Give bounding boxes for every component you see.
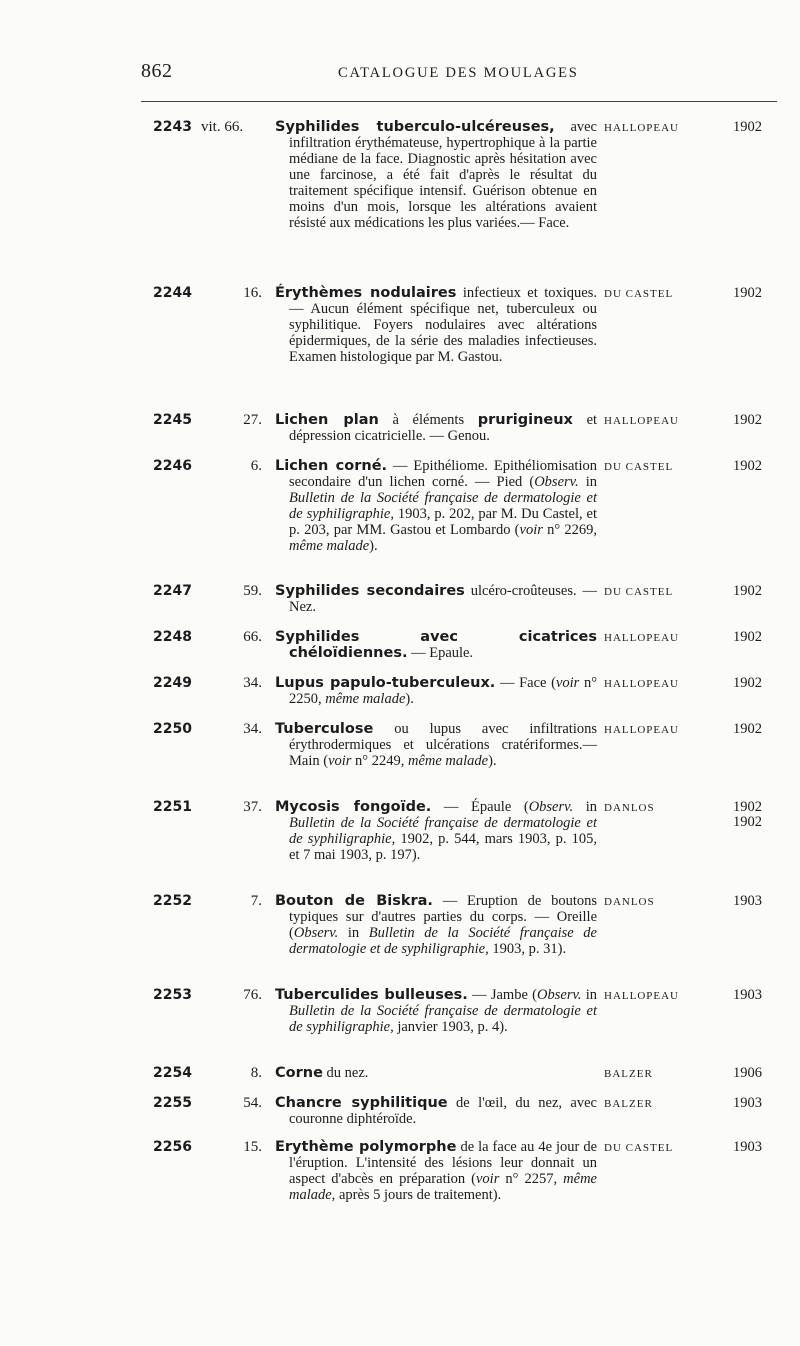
entry-desc-italic: même malade — [407, 753, 489, 769]
entry-desc-italic: Bulletin de la Société française de dermatologie et de syphiligraphie, — [289, 1003, 597, 1035]
entry-year: 1903 — [733, 1095, 762, 1111]
entry-desc: ). — [405, 691, 414, 707]
entry-desc: — Epaule. — [411, 645, 474, 661]
entry-desc-italic: voir — [328, 753, 352, 769]
entry-desc: n° 2250, — [289, 675, 597, 707]
entry-reference: 6. — [250, 458, 262, 474]
entry-desc-italic: Observ. — [528, 799, 574, 815]
entry-number: 2254 — [153, 1065, 192, 1081]
entry-desc: in — [578, 474, 597, 490]
entry-number: 2252 — [153, 893, 192, 909]
entry-reference: 66. — [243, 629, 262, 645]
entry-number: 2256 — [153, 1139, 192, 1155]
page-number: 862 — [141, 60, 173, 82]
entry-desc: in — [581, 987, 598, 1003]
entry-number: 2251 — [153, 799, 192, 815]
entry-description — [275, 721, 597, 769]
entry-number: 2248 — [153, 629, 192, 645]
entry-year: 1906 — [733, 1065, 762, 1081]
entry-desc-italic: Bulletin de la Société française de dermatologie et de syphiligraphie, — [289, 815, 597, 847]
entry-author: DANLOS — [604, 896, 655, 908]
entry-reference: 27. — [243, 412, 262, 428]
catalogue-entry — [0, 285, 800, 412]
entry-desc: 1903, p. 31). — [488, 941, 567, 957]
entry-desc: — Face ( — [499, 675, 556, 691]
entry-year: 1903 — [733, 1139, 762, 1155]
entry-description — [275, 987, 598, 1035]
entry-desc: avec infiltration érythémateuse, hypertrophique à la partie médiane de la face. Diagnostic après hésitation avec une farcinose, a été fait d'après le résultat du traitement spécifique intensif. Guérison obtenue en moins d'un mois, lorsque les altérations avaient résisté aux médications les plus variées.— Face. — [289, 119, 597, 231]
entry-desc: infectieux et toxiques. — Aucun élément spécifique net, tuberculeux ou syphilitique. Foyers nodulaires avec altérations épidermiques, de la série des maladies infectieuses. Examen histologique par M. Gastou. — [289, 285, 597, 365]
entry-desc: n° 2249, — [351, 753, 408, 769]
entry-author: HALLOPEAU — [604, 415, 679, 427]
entry-title: Erythème polymorphe — [275, 1139, 457, 1155]
entry-reference: 34. — [243, 721, 262, 737]
entry-author: BALZER — [604, 1098, 653, 1110]
entry-desc-italic: Bulletin de la Société française de dermatologie et de syphiligraphie, — [289, 490, 597, 522]
entry-year-first: 1902 — [733, 799, 762, 815]
catalogue-entry — [0, 629, 800, 675]
entry-reference: 37. — [243, 799, 262, 815]
entry-title-b: prurigineux — [477, 412, 573, 428]
entry-description — [275, 1139, 598, 1203]
entry-year: 1902 — [733, 675, 762, 691]
catalogue-entry — [0, 799, 800, 893]
entry-desc: — Eruption de boutons typiques sur d'autres parties du corps. — Oreille ( — [289, 893, 597, 941]
entry-title: Bouton de Biskra. — [275, 893, 433, 909]
entry-title: Corne — [275, 1065, 323, 1081]
entry-title: Chancre syphilitique — [275, 1095, 448, 1111]
entry-desc-italic: même malade — [289, 538, 370, 554]
catalogue-entry — [0, 721, 800, 799]
entry-reference: 59. — [243, 583, 262, 599]
entry-description — [275, 285, 597, 365]
entry-desc: in — [338, 925, 369, 941]
entry-description — [275, 1095, 597, 1127]
entry-year — [728, 800, 762, 830]
entry-description — [275, 799, 598, 863]
catalogue-entry — [0, 412, 800, 458]
entry-title: Lupus papulo-tuberculeux. — [275, 675, 496, 691]
entry-desc: de la face au 4e jour de l'éruption. L'intensité des lésions leur donnait un aspect d'abcès en préparation ( — [289, 1139, 598, 1187]
entry-year: 1902 — [733, 285, 762, 301]
entry-desc: 1903, p. 202, par M. Du Castel, et p. 203, par MM. Gastou et Lombardo ( — [289, 506, 597, 538]
entry-desc-italic: voir — [555, 675, 580, 691]
entry-year: 1902 — [733, 583, 762, 599]
entry-desc: et dépression cicatricielle. — Genou. — [289, 412, 598, 444]
entry-reference: 76. — [243, 987, 262, 1003]
entry-desc-italic: Bulletin de la Société française de dermatologie et de syphiligraphie, — [289, 925, 597, 957]
entry-author: HALLOPEAU — [604, 678, 679, 690]
entry-title: Syphilides tuberculo-ulcéreuses, — [275, 119, 555, 135]
entry-author: DU CASTEL — [604, 586, 674, 598]
header-rule — [141, 101, 777, 102]
entry-reference: 34. — [243, 675, 262, 691]
catalogue-entry — [0, 1139, 800, 1249]
entry-number: 2253 — [153, 987, 192, 1003]
entry-reference: 15. — [243, 1139, 262, 1155]
entry-desc: de l'œil, du nez, avec couronne diphtéroïde. — [289, 1095, 597, 1127]
entry-number: 2255 — [153, 1095, 192, 1111]
entry-author: HALLOPEAU — [604, 724, 679, 736]
catalogue-entry — [0, 583, 800, 629]
entry-title: Syphilides secondaires — [275, 583, 465, 599]
entry-desc: ). — [488, 753, 497, 769]
entry-author: HALLOPEAU — [604, 990, 679, 1002]
entry-number: 2244 — [153, 285, 192, 301]
entry-title-plain: à éléments — [392, 412, 465, 428]
entry-number: 2247 — [153, 583, 192, 599]
entry-year: 1902 — [733, 119, 762, 135]
entry-desc: n° 2269, — [542, 522, 597, 538]
entry-description — [275, 458, 597, 554]
entry-desc: après 5 jours de traitement). — [335, 1187, 502, 1203]
entry-year: 1903 — [733, 987, 762, 1003]
entry-title: Érythèmes nodulaires — [275, 285, 457, 301]
entry-description — [275, 893, 597, 957]
entry-reference: 54. — [243, 1095, 262, 1111]
entry-desc: ulcéro-croûteuses. — Nez. — [289, 583, 597, 615]
entry-year: 1902 — [733, 412, 762, 428]
entry-title: Lichen plan — [275, 412, 379, 428]
running-title: CATALOGUE DES MOULAGES — [338, 65, 579, 81]
entry-list — [0, 119, 800, 1249]
entry-year-second: 1902 — [733, 814, 762, 830]
entry-desc: in — [573, 799, 597, 815]
entry-number: 2249 — [153, 675, 192, 691]
entry-number: 2250 — [153, 721, 192, 737]
catalogue-entry — [0, 675, 800, 721]
entry-description — [275, 675, 597, 707]
entry-number: 2246 — [153, 458, 192, 474]
entry-desc-italic: Observ. — [537, 987, 582, 1003]
entry-desc-italic: voir — [519, 522, 543, 538]
entry-description — [275, 1065, 597, 1081]
catalogue-entry — [0, 893, 800, 987]
entry-author: DU CASTEL — [604, 288, 674, 300]
entry-title: Tuberculides bulleuses. — [275, 987, 468, 1003]
entry-number: 2245 — [153, 412, 192, 428]
entry-desc: janvier 1903, p. 4). — [393, 1019, 508, 1035]
entry-title: Lichen corné. — [275, 458, 388, 474]
catalogue-entry — [0, 1095, 800, 1139]
entry-author: HALLOPEAU — [604, 122, 679, 134]
entry-desc: — Épaule ( — [443, 799, 529, 815]
entry-number: 2243 — [153, 119, 192, 135]
entry-description — [275, 412, 598, 444]
entry-title: Mycosis fongoïde. — [275, 799, 432, 815]
entry-reference: 7. — [250, 893, 262, 909]
entry-title: Syphilides avec cicatrices chéloïdiennes. — [275, 629, 597, 661]
entry-year: 1903 — [733, 893, 762, 909]
entry-desc: — Epithéliome. Epithéliomisation secondaire d'un lichen corné. — Pied ( — [289, 458, 597, 490]
entry-description — [275, 583, 597, 615]
entry-desc: ou lupus avec infiltrations érythrodermiques et ulcérations cratériformes.—Main ( — [289, 721, 597, 769]
entry-desc: du nez. — [326, 1065, 369, 1081]
catalogue-entry — [0, 119, 800, 285]
entry-author: DANLOS — [604, 802, 655, 814]
entry-desc: — Jambe ( — [472, 987, 538, 1003]
entry-year: 1902 — [733, 721, 762, 737]
entry-title: Tuberculose — [275, 721, 374, 737]
entry-reference: vit. 66. — [201, 119, 244, 135]
entry-desc: 1902, p. 544, mars 1903, p. 105, et 7 mai 1903, p. 197). — [289, 831, 598, 863]
entry-reference: 16. — [243, 285, 262, 301]
entry-desc-italic: Observ. — [293, 925, 339, 941]
entry-desc-italic: Observ. — [534, 474, 579, 490]
entry-desc-italic: même malade, — [289, 1171, 597, 1203]
entry-year: 1902 — [733, 458, 762, 474]
entry-author: HALLOPEAU — [604, 632, 679, 644]
entry-description — [275, 629, 597, 661]
entry-description — [275, 119, 597, 231]
entry-year: 1902 — [733, 629, 762, 645]
entry-desc-italic: voir — [476, 1171, 500, 1187]
entry-desc: n° 2257, — [499, 1171, 564, 1187]
catalogue-entry — [0, 1065, 800, 1095]
entry-author: DU CASTEL — [604, 1142, 674, 1154]
catalogue-entry — [0, 458, 800, 583]
catalogue-entry — [0, 987, 800, 1065]
entry-author: DU CASTEL — [604, 461, 674, 473]
entry-reference: 8. — [250, 1065, 262, 1081]
entry-desc-italic: même malade — [325, 691, 406, 707]
entry-author: BALZER — [604, 1068, 653, 1080]
entry-desc: ). — [369, 538, 378, 554]
